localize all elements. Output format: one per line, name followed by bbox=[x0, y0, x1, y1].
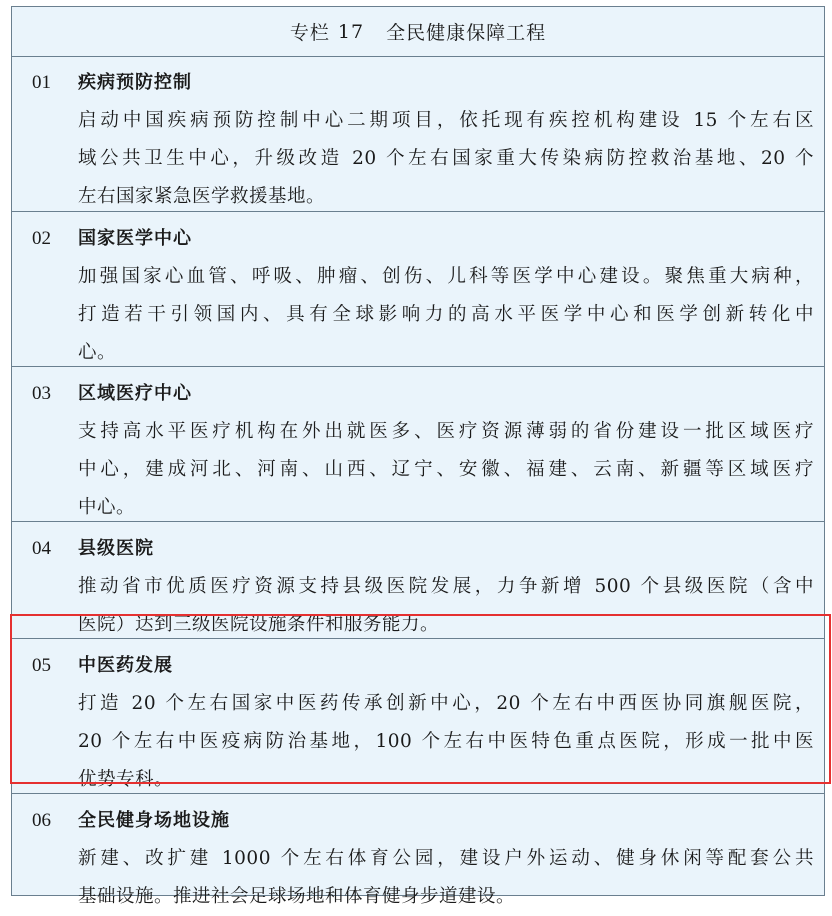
section-body bbox=[78, 102, 814, 216]
section-title: 区域医疗中心 bbox=[78, 383, 192, 404]
box-title-label: 专栏 bbox=[289, 22, 330, 44]
section-title: 中医药发展 bbox=[78, 655, 173, 676]
section-title: 县级医院 bbox=[78, 538, 154, 559]
body-line: 支持高水平医疗机构在外出就医多、医疗资源薄弱的省份建设一批区域医疗 bbox=[78, 421, 814, 442]
body-line: 医院）达到三级医院设施条件和服务能力。 bbox=[78, 614, 440, 635]
body-line: 启动中国疾病预防控制中心二期项目，依托现有疾控机构建设 15 个左右区 bbox=[78, 110, 814, 131]
section-number: 06 bbox=[32, 810, 51, 831]
body-line: 打造 20 个左右国家中医药传承创新中心，20 个左右中西医协同旗舰医院， bbox=[78, 693, 814, 714]
section-05 bbox=[12, 639, 824, 794]
section-title: 疾病预防控制 bbox=[78, 72, 192, 93]
section-title: 国家医学中心 bbox=[78, 228, 192, 249]
body-line: 20 个左右中医疫病防治基地，100 个左右中医特色重点医院，形成一批中医 bbox=[78, 731, 814, 752]
body-line: 新建、改扩建 1000 个左右体育公园，建设户外运动、健身休闲等配套公共 bbox=[78, 848, 814, 869]
section-number: 05 bbox=[32, 655, 51, 676]
section-number: 01 bbox=[32, 72, 51, 93]
body-line: 打造若干引领国内、具有全球影响力的高水平医学中心和医学创新转化中 bbox=[78, 304, 814, 325]
body-line: 心。 bbox=[78, 342, 117, 363]
body-line: 域公共卫生中心，升级改造 20 个左右国家重大传染病防控救治基地、20 个 bbox=[78, 148, 814, 169]
body-line: 左右国家紧急医学救援基地。 bbox=[78, 186, 326, 207]
section-body bbox=[78, 685, 814, 799]
body-line: 优势专科。 bbox=[78, 769, 174, 790]
body-line: 中心。 bbox=[78, 497, 136, 518]
section-01 bbox=[12, 56, 824, 212]
body-line: 基础设施。推进社会足球场地和体育健身步道建设。 bbox=[78, 886, 516, 907]
body-line: 加强国家心血管、呼吸、肿瘤、创伤、儿科等医学中心建设。聚焦重大病种， bbox=[78, 266, 814, 287]
section-body bbox=[78, 258, 814, 372]
feature-box bbox=[11, 6, 825, 907]
section-number: 03 bbox=[32, 383, 51, 404]
section-number: 04 bbox=[32, 538, 51, 559]
body-line: 中心，建成河北、河南、山西、辽宁、安徽、福建、云南、新疆等区域医疗 bbox=[78, 459, 814, 480]
box-title-number: 17 bbox=[337, 20, 365, 43]
section-03 bbox=[12, 367, 824, 522]
section-body bbox=[78, 568, 814, 644]
section-06 bbox=[12, 794, 824, 907]
section-title: 全民健身场地设施 bbox=[78, 810, 230, 831]
body-line: 推动省市优质医疗资源支持县级医院发展，力争新增 500 个县级医院（含中 bbox=[78, 576, 814, 597]
section-number: 02 bbox=[32, 228, 51, 249]
section-02 bbox=[12, 212, 824, 367]
box-title-text: 全民健康保障工程 bbox=[386, 22, 547, 44]
section-04 bbox=[12, 522, 824, 639]
section-body bbox=[78, 840, 814, 916]
box-title bbox=[12, 7, 824, 57]
section-body bbox=[78, 413, 814, 527]
